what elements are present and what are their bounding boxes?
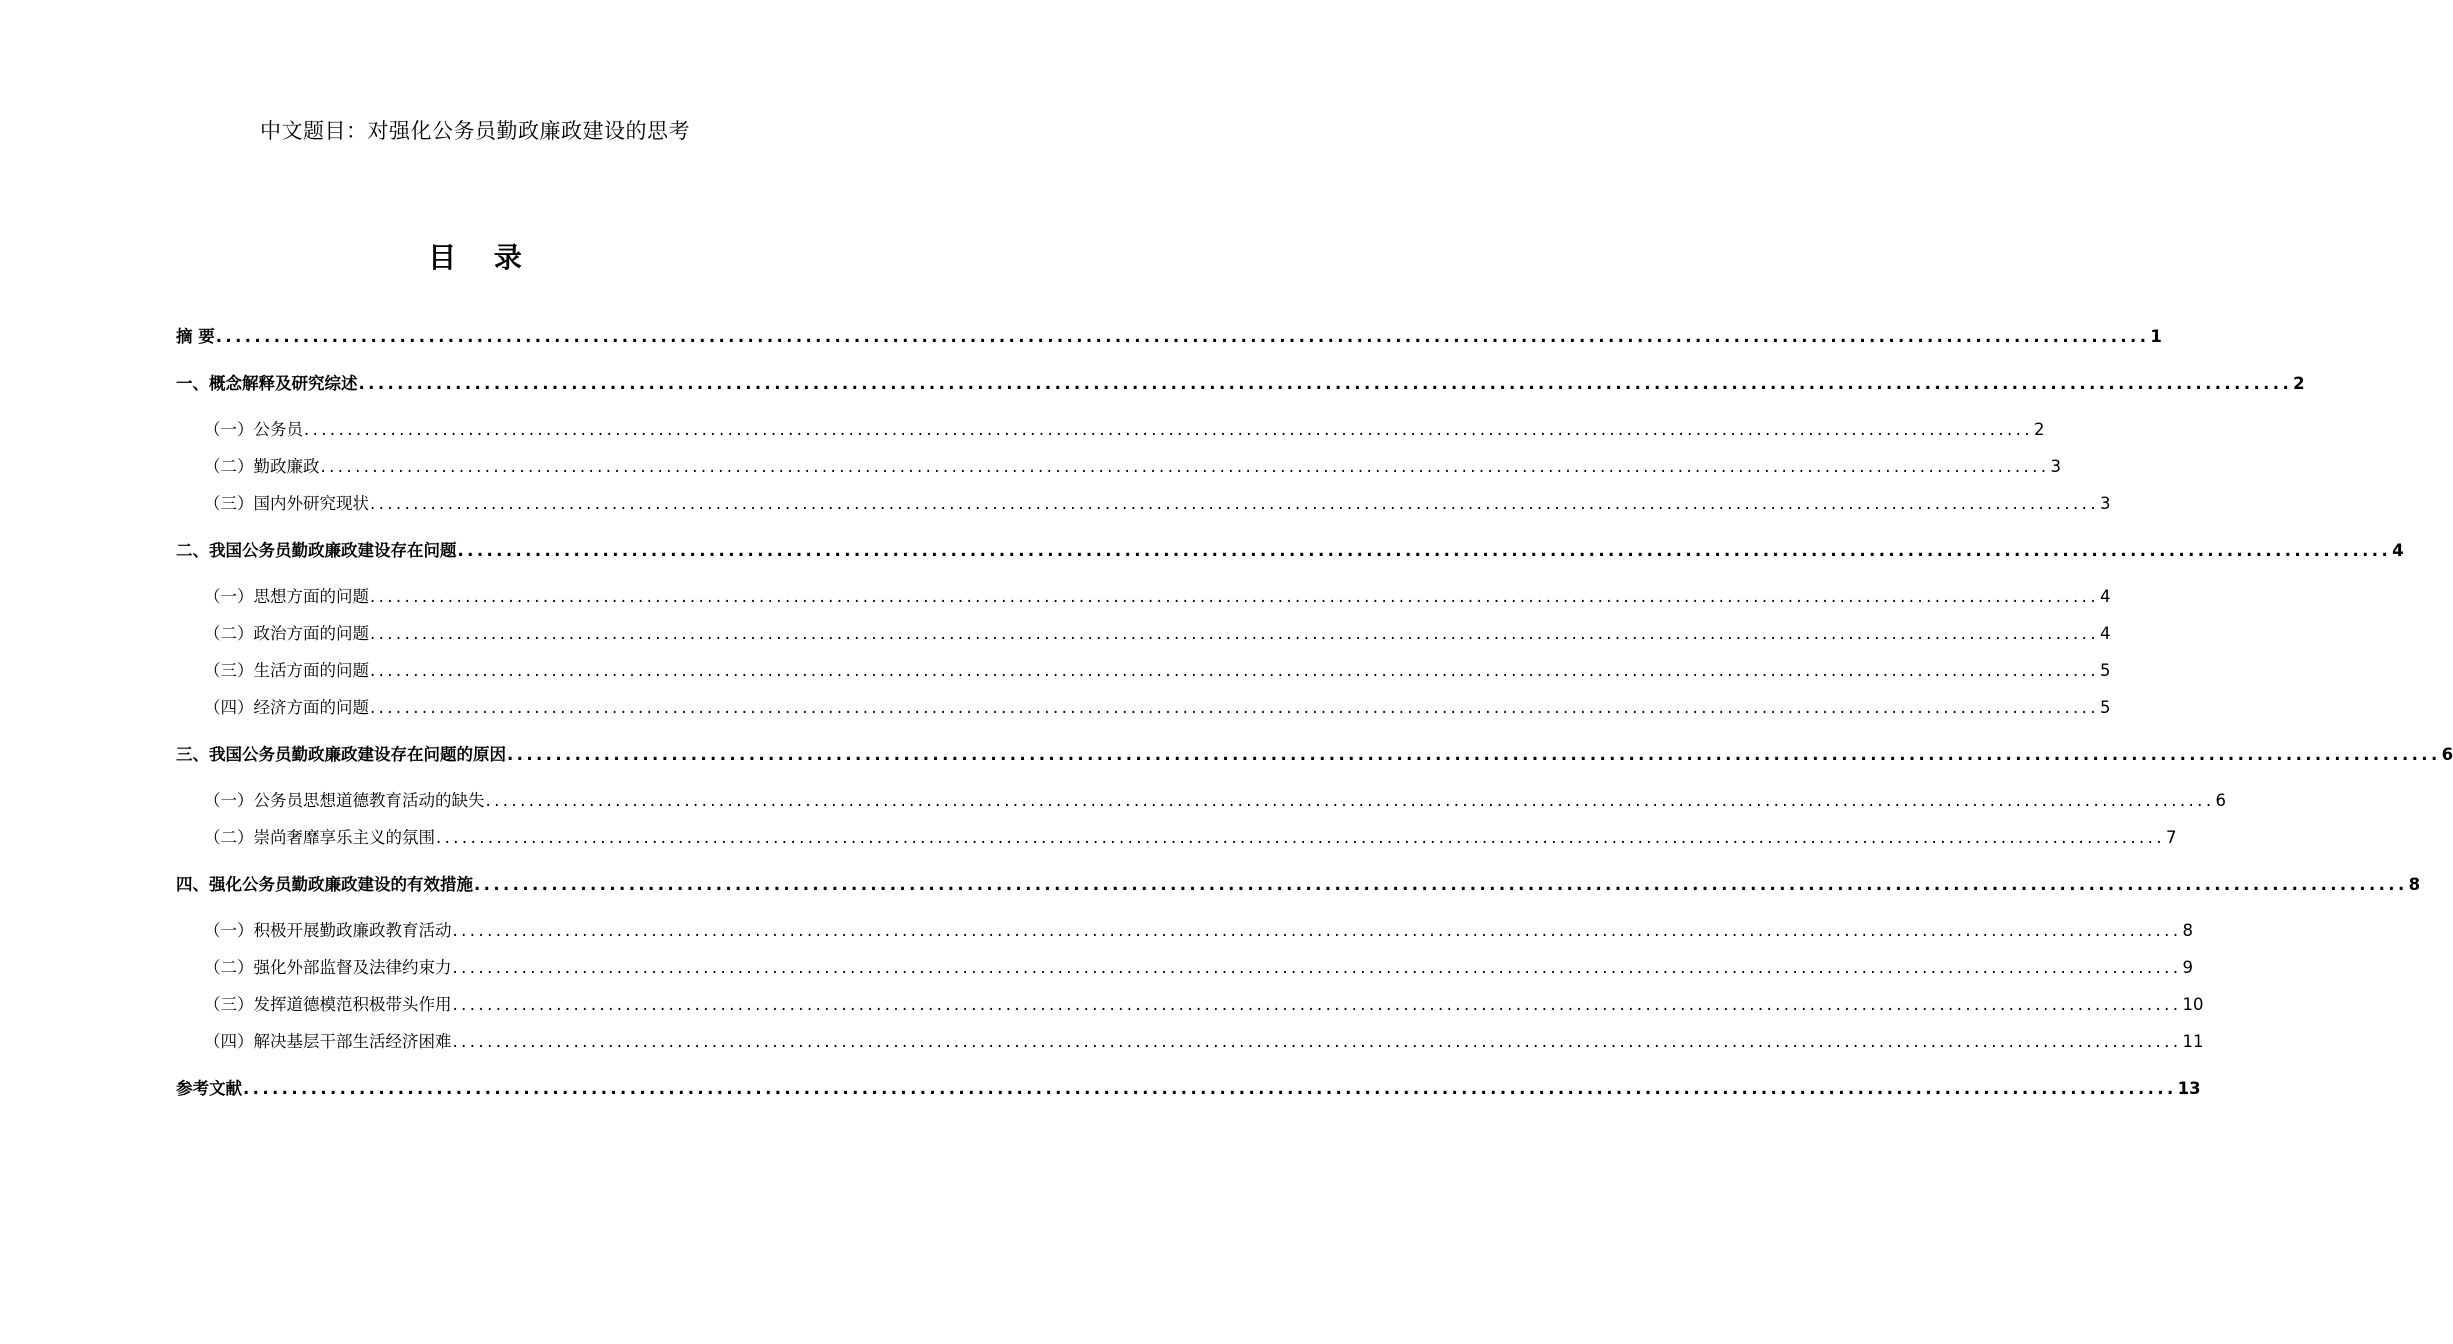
toc-entry-section[interactable]: [204, 694, 2111, 720]
toc-entry-label: （一）思想方面的问题: [204, 587, 369, 606]
toc-heading: 目 录: [428, 241, 536, 274]
toc-entry-page-number: 10: [2182, 995, 2204, 1014]
toc-entry-section[interactable]: [204, 991, 2204, 1017]
toc-entry-page-number: 8: [2182, 921, 2193, 940]
toc-dot-leader: ........................................................................................................................................................................................................: [474, 875, 2408, 894]
toc-entry-section[interactable]: [204, 490, 2111, 516]
toc-entry-page-number: 6: [2441, 745, 2453, 764]
toc-entry-page-number: 11: [2182, 1032, 2204, 1051]
toc-entry-label: 摘 要: [176, 327, 215, 346]
toc-entry-section[interactable]: [204, 787, 2226, 813]
toc-entry-page-number: 8: [2408, 875, 2421, 894]
toc-entry-label: （四）解决基层干部生活经济困难: [204, 1032, 452, 1051]
toc-entry-section[interactable]: [204, 917, 2193, 943]
toc-dot-leader: ........................................................................................................................................................................................................: [215, 327, 2150, 346]
toc-entry-page-number: 6: [2215, 791, 2226, 810]
toc-dot-leader: ........................................................................................................................................................................................................: [452, 995, 2182, 1014]
toc-entry-label: 四、强化公务员勤政廉政建设的有效措施: [176, 875, 473, 894]
toc-entry-label: 参考文献: [176, 1079, 242, 1098]
toc-entry-section[interactable]: [204, 620, 2111, 646]
toc-dot-leader: ........................................................................................................................................................................................................: [452, 921, 2182, 940]
toc-entry-chapter[interactable]: [176, 1075, 2201, 1101]
toc-entry-page-number: 4: [2392, 541, 2404, 560]
toc-entry-page-number: 5: [2099, 661, 2111, 680]
toc-entry-page-number: 9: [2182, 958, 2193, 977]
toc-entry-label: （三）生活方面的问题: [204, 661, 369, 680]
toc-dot-leader: ........................................................................................................................................................................................................: [358, 374, 2293, 393]
toc-dot-leader: ........................................................................................................................................................................................................: [370, 587, 2099, 606]
toc-entry-section[interactable]: [204, 657, 2111, 683]
toc-entry-page-number: 4: [2099, 624, 2111, 643]
toc-entry-label: （二）崇尚奢靡享乐主义的氛围: [204, 828, 435, 847]
toc-entry-section[interactable]: [204, 954, 2193, 980]
toc-entry-chapter[interactable]: [176, 370, 2305, 396]
toc-dot-leader: ........................................................................................................................................................................................................: [436, 828, 2165, 847]
toc-entry-label: （四）经济方面的问题: [204, 698, 369, 717]
toc-entry-page-number: 4: [2099, 587, 2111, 606]
toc-dot-leader: ........................................................................................................................................................................................................: [370, 661, 2099, 680]
toc-entry-label: （三）国内外研究现状: [204, 494, 369, 513]
document-title: 中文题目：对强化公务员勤政廉政建设的思考: [260, 119, 690, 143]
toc-entry-label: （一）公务员: [204, 420, 303, 439]
toc-dot-leader: ........................................................................................................................................................................................................: [243, 1079, 2177, 1098]
toc-entry-page-number: 3: [2050, 457, 2061, 476]
toc-entry-label: （二）强化外部监督及法律约束力: [204, 958, 452, 977]
toc-entry-label: 一、概念解释及研究综述: [176, 374, 358, 393]
toc-entry-chapter[interactable]: [176, 871, 2421, 897]
toc-entry-label: （二）勤政廉政: [204, 457, 320, 476]
toc-entry-page-number: 3: [2099, 494, 2111, 513]
toc-entry-section[interactable]: [204, 1028, 2204, 1054]
toc-dot-leader: ........................................................................................................................................................................................................: [370, 624, 2099, 643]
toc-entry-label: （二）政治方面的问题: [204, 624, 369, 643]
toc-entry-section[interactable]: [204, 453, 2061, 479]
toc-dot-leader: ........................................................................................................................................................................................................: [457, 541, 2392, 560]
toc-dot-leader: ........................................................................................................................................................................................................: [304, 420, 2033, 439]
toc-dot-leader: ........................................................................................................................................................................................................: [370, 698, 2099, 717]
toc-entry-page-number: 1: [2150, 327, 2162, 346]
toc-entry-section[interactable]: [204, 416, 2045, 442]
toc-dot-leader: ........................................................................................................................................................................................................: [452, 1032, 2182, 1051]
toc-dot-leader: ........................................................................................................................................................................................................: [485, 791, 2215, 810]
toc-entry-page-number: 7: [2165, 828, 2177, 847]
toc-dot-leader: ........................................................................................................................................................................................................: [370, 494, 2099, 513]
toc-dot-leader: ........................................................................................................................................................................................................: [320, 457, 2050, 476]
toc-entry-label: （一）公务员思想道德教育活动的缺失: [204, 791, 485, 810]
toc-entry-section[interactable]: [204, 583, 2111, 609]
toc-entry-label: 三、我国公务员勤政廉政建设存在问题的原因: [176, 745, 506, 764]
toc-entry-section[interactable]: [204, 824, 2177, 850]
toc-entry-page-number: 5: [2099, 698, 2111, 717]
toc-entry-chapter[interactable]: [176, 323, 2162, 349]
toc-entry-chapter[interactable]: [176, 537, 2404, 563]
toc-entry-label: （三）发挥道德模范积极带头作用: [204, 995, 452, 1014]
toc-entry-page-number: 2: [2293, 374, 2305, 393]
toc-entry-label: （一）积极开展勤政廉政教育活动: [204, 921, 452, 940]
toc-entry-label: 二、我国公务员勤政廉政建设存在问题: [176, 541, 457, 560]
toc-dot-leader: ........................................................................................................................................................................................................: [507, 745, 2441, 764]
toc-dot-leader: ........................................................................................................................................................................................................: [452, 958, 2182, 977]
toc-entry-chapter[interactable]: [176, 741, 2453, 767]
toc-entry-page-number: 13: [2177, 1079, 2201, 1098]
toc-entry-page-number: 2: [2033, 420, 2045, 439]
